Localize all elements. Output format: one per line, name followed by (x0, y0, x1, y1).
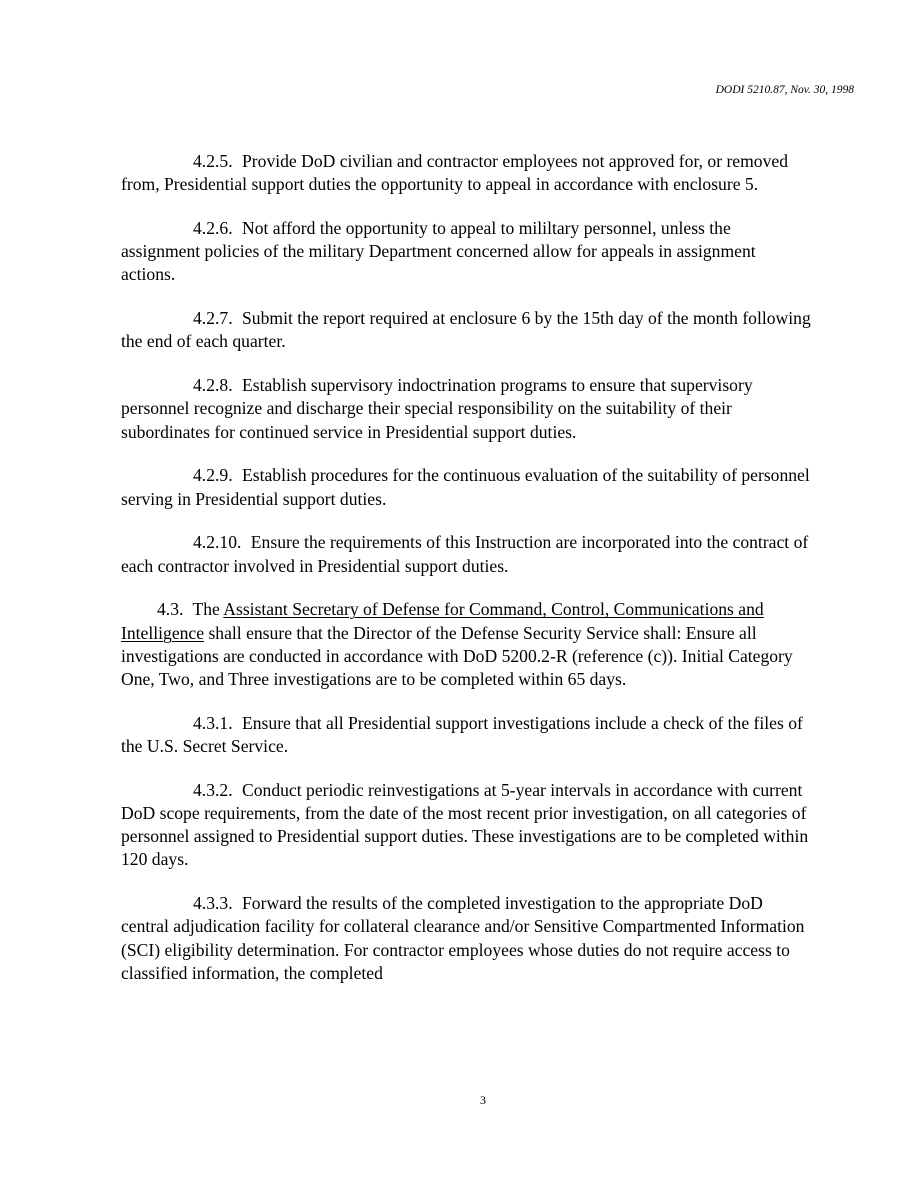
paragraph-text: Establish supervisory indoctrination programs to ensure that supervisory personnel recognize and discharge their special responsibility on the suitability of their subordinates for continued service in Presidential support duties. (121, 375, 753, 442)
paragraph-text: shall ensure that the Director of the Defense Security Service shall: Ensure all investigations are conducted in accordance with DoD 5200.2-R (reference (c)). Initial Category One, Two, and Three investigations are to be completed within 65 days. (121, 622, 793, 690)
paragraph-number: 4.3.2. (193, 779, 233, 800)
paragraph-text: Forward the results of the completed investigation to the appropriate DoD central adjudication facility for collateral clearance and/or Sensitive Compartmented Information (SCI) eligibility determination. For contractor employees whose duties do not require access to classified information, the completed (121, 893, 805, 983)
paragraph-text: Establish procedures for the continuous evaluation of the suitability of personnel serving in Presidential support duties. (121, 465, 810, 509)
paragraph-text: Conduct periodic reinvestigations at 5-year intervals in accordance with current DoD scope requirements, from the date of the most recent prior investigation, on all categories of personnel assigned to Presidential support duties. These investigations are to be completed within 120 days. (121, 779, 809, 870)
paragraph-number: 4.2.9. (193, 465, 233, 486)
document-body (121, 150, 811, 1006)
paragraph-4-2-10 (121, 531, 811, 577)
paragraph-text: Not afford the opportunity to appeal to mililtary personnel, unless the assignment policies of the military Department concerned allow for appeals in assignment actions. (121, 218, 756, 285)
paragraph-text: Provide DoD civilian and contractor employees not approved for, or removed from, Presidential support duties the opportunity to appeal in accordance with enclosure 5. (121, 151, 788, 195)
paragraph-4-2-7 (121, 307, 811, 353)
paragraph-number: 4.2.5. (193, 151, 233, 171)
paragraph-4-3-2 (121, 779, 811, 872)
paragraph-4-3 (121, 598, 811, 691)
paragraph-number: 4.3.1. (193, 712, 233, 733)
page-number: 3 (480, 1093, 486, 1107)
paragraph-prefix: The (192, 599, 220, 620)
paragraph-text: Ensure the requirements of this Instruction are incorporated into the contract of each contractor involved in Presidential support duties. (121, 532, 809, 576)
asd-c3i-link[interactable]: Assistant Secretary of Defense for Command, Control, Communications and Intelligence (121, 599, 764, 643)
paragraph-number: 4.3.3. (193, 893, 233, 914)
paragraph-4-3-3 (121, 892, 811, 985)
paragraph-4-2-9 (121, 464, 811, 510)
paragraph-4-2-5 (121, 150, 811, 196)
paragraph-number: 4.2.7. (193, 308, 233, 329)
paragraph-number: 4.2.6. (193, 218, 233, 238)
paragraph-4-2-6 (121, 217, 811, 287)
paragraph-number: 4.2.8. (193, 375, 233, 396)
paragraph-4-3-1 (121, 712, 811, 758)
paragraph-text: Submit the report required at enclosure 6 by the 15th day of the month following the end of each quarter. (121, 308, 811, 352)
document-reference-header: DODI 5210.87, Nov. 30, 1998 (715, 84, 854, 96)
paragraph-4-2-8 (121, 374, 811, 444)
paragraph-text: Ensure that all Presidential support investigations include a check of the files of the U.S. Secret Service. (121, 712, 803, 757)
paragraph-number: 4.2.10. (193, 532, 242, 553)
paragraph-number: 4.3. (157, 599, 184, 620)
